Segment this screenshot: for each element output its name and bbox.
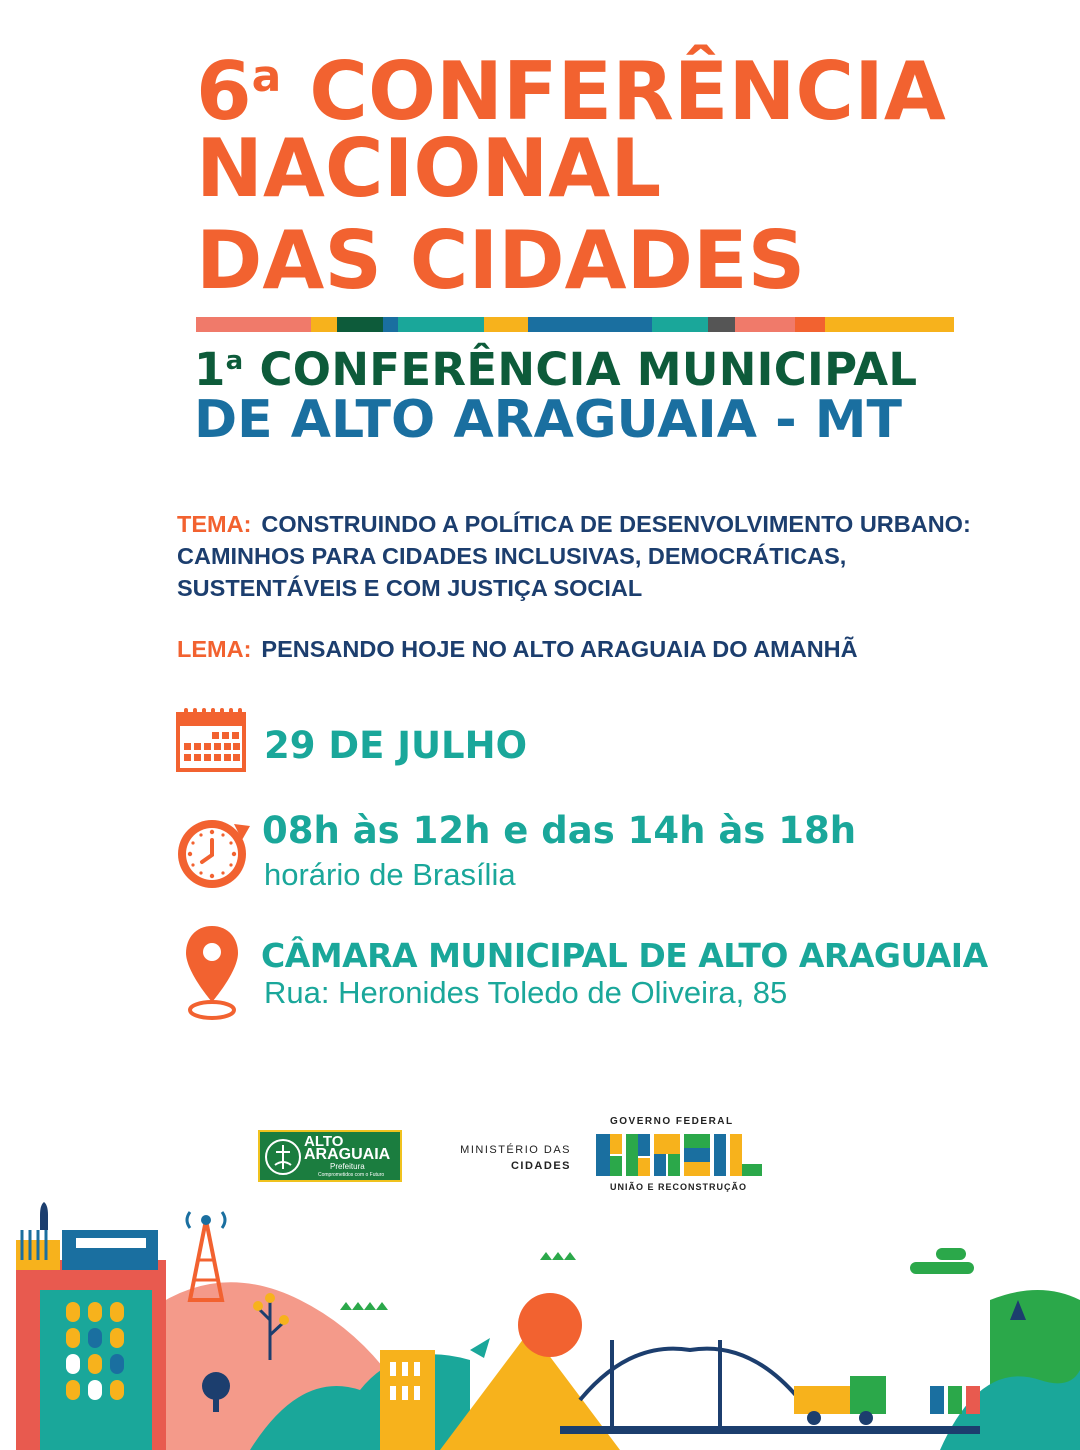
lema-text: PENSANDO HOJE NO ALTO ARAGUAIA DO AMANHÃ <box>261 636 858 662</box>
subtitle-line-2: DE ALTO ARAGUAIA - MT <box>194 390 903 450</box>
cityscape-illustration <box>0 1190 1080 1450</box>
brasil-wordmark <box>596 1132 764 1178</box>
event-date: 29 DE JULHO <box>264 724 528 767</box>
brasil-letter-blocks <box>596 1132 764 1178</box>
calendar-icon <box>176 706 246 772</box>
event-time: 08h às 12h e das 14h às 18h <box>262 809 857 852</box>
tema-block <box>177 508 977 604</box>
governo-top-text: GOVERNO FEDERAL <box>610 1116 734 1127</box>
ministerio-line-1: MINISTÉRIO DAS <box>460 1144 571 1156</box>
logo-text-line-2: ARAGUAIA <box>304 1146 391 1163</box>
headline-line-3: DAS CIDADES <box>196 214 806 307</box>
headline-number: 6 <box>196 45 252 138</box>
alto-araguaia-logo <box>258 1130 402 1182</box>
logo-text-line-1: ALTO <box>304 1133 344 1150</box>
headline-line-2: NACIONAL <box>196 122 662 215</box>
governo-bottom-text: UNIÃO E RECONSTRUÇÃO <box>610 1182 748 1192</box>
headline-line-1 <box>196 34 946 138</box>
tema-label: TEMA: <box>177 511 252 537</box>
lema-label: LEMA: <box>177 636 252 662</box>
subtitle-ordinal: a <box>225 346 244 376</box>
subtitle-word: CONFERÊNCIA MUNICIPAL <box>259 343 918 396</box>
logo-slogan: Comprometidos com o Futuro <box>318 1172 385 1178</box>
event-timezone: horário de Brasília <box>264 857 516 892</box>
city-seal-icon <box>264 1137 302 1177</box>
governo-federal-logo <box>596 1114 766 1196</box>
logo-text-line-3: Prefeitura <box>330 1162 365 1171</box>
sun <box>518 1293 582 1357</box>
headline-word: CONFERÊNCIA <box>309 45 946 138</box>
color-stripe <box>196 317 954 332</box>
map-pin-icon <box>182 922 242 1022</box>
lema-block <box>177 636 858 663</box>
subtitle-line-1 <box>194 343 917 396</box>
headline-ordinal: a <box>251 51 282 102</box>
ministerio-logo <box>450 1142 571 1174</box>
event-address: Rua: Heronides Toledo de Oliveira, 85 <box>264 975 788 1010</box>
event-venue: CÂMARA MUNICIPAL DE ALTO ARAGUAIA <box>261 936 988 975</box>
ministerio-line-2: CIDADES <box>510 1160 571 1172</box>
tema-text: CONSTRUINDO A POLÍTICA DE DESENVOLVIMENTO URBANO: CAMINHOS PARA CIDADES INCLUSIVAS, DEMOCRÁTICAS, SUSTENTÁVEIS E COM JUSTIÇA SOCIAL <box>177 511 971 601</box>
clock-icon <box>174 812 254 892</box>
subtitle-number: 1 <box>194 343 226 396</box>
